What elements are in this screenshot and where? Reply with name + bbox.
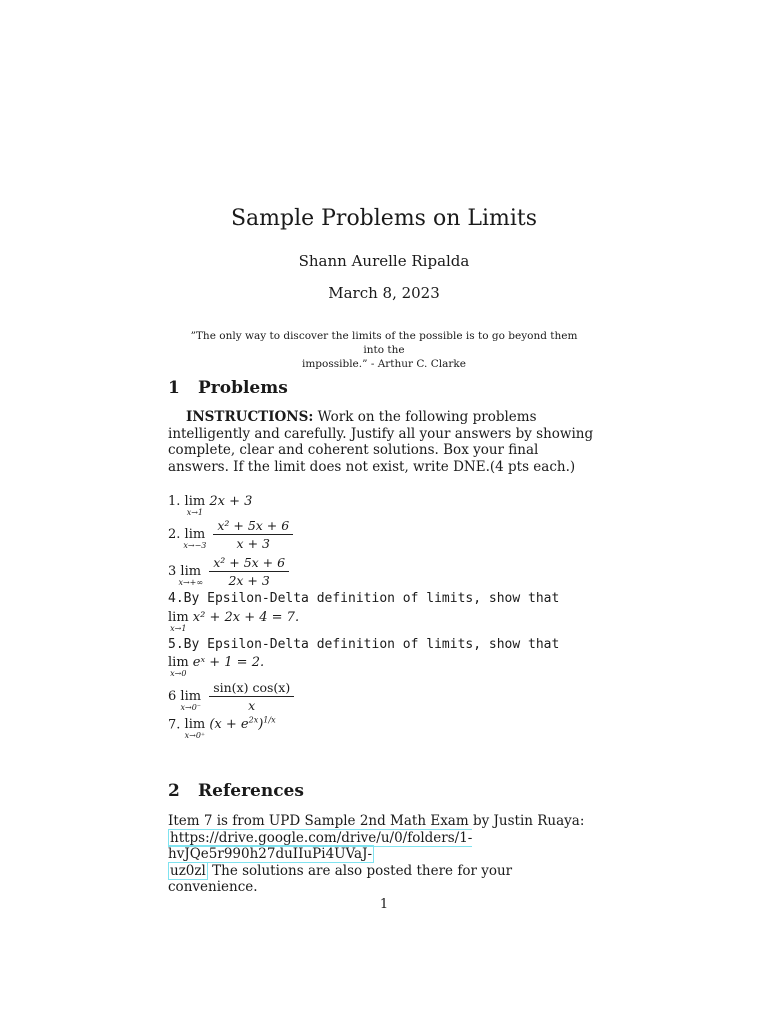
limit-operator: lim x→−3: [183, 527, 207, 550]
document-title: Sample Problems on Limits: [230, 206, 538, 231]
problem-label: 7.: [168, 717, 181, 733]
problem-3: [168, 555, 289, 588]
reference-note: The solutions are also posted there for your convenience.: [168, 862, 513, 895]
drive-link-continued[interactable]: uz0zl: [170, 862, 206, 879]
section-title: References: [198, 781, 304, 801]
references-paragraph: [168, 813, 600, 896]
limit-operator: lim x→0⁺: [184, 717, 206, 741]
problem-label: 2.: [168, 527, 181, 542]
author-name: Shann Aurelle Ripalda: [298, 252, 470, 270]
limit-operator: lim x→1: [168, 610, 189, 633]
limit-expression: 2x + 3: [209, 494, 253, 509]
problem-label: 3: [168, 564, 177, 579]
limit-operator: lim x→0: [168, 655, 189, 678]
reference-line: Item 7 is from UPD Sample 2nd Math Exam by Justin Ruaya:: [168, 813, 585, 829]
problem-5-intro: 5.By Epsilon-Delta definition of limits, show that: [168, 637, 560, 652]
instructions-paragraph: [168, 409, 600, 475]
problem-1: [168, 494, 253, 517]
limit-operator: lim x→1: [184, 494, 206, 517]
page-number: 1: [379, 897, 389, 912]
problem-label: 6: [168, 689, 177, 704]
section-heading-problems: [168, 378, 288, 398]
section-heading-references: [168, 781, 304, 801]
document-date: March 8, 2023: [328, 284, 440, 302]
section-number: 1: [168, 378, 180, 398]
drive-link[interactable]: https://drive.google.com/drive/u/0/folders/1-hvJQe5r990h27duIIuPi4UVaJ-: [168, 829, 473, 862]
section-title: Problems: [198, 378, 288, 398]
epigraph-quote: [190, 329, 578, 371]
limit-operator: lim x→+∞: [178, 564, 204, 587]
quote-line-2: impossible.” - Arthur C. Clarke: [301, 358, 466, 370]
fraction: $\frac{\sin(x) \cos(x)}{x}$: [209, 680, 294, 713]
limit-expression: x² + 2x + 4 = 7.: [192, 610, 300, 625]
limit-expression: eˣ + 1 = 2.: [192, 655, 265, 670]
section-number: 2: [168, 781, 180, 801]
instructions-text: Work on the following problems intelligently and carefully. Justify all your answers by showing complete, clear and coherent solutions. Box your final answers. If the limit does not exist, write DNE.(4 pts each.): [168, 409, 594, 475]
quote-line-1: ”The only way to discover the limits of the possible is to go beyond them into the: [190, 330, 578, 356]
fraction: $\frac{\text{x² + 5x + 6}}{x + 3}$: [213, 518, 293, 551]
problem-6: [168, 680, 294, 713]
fraction: $\frac{\text{x² + 5x + 6}}{2x + 3}$: [209, 555, 289, 588]
limit-expression: $(x + e^{2x})^{1/x}$: [209, 716, 276, 733]
limit-operator: lim x→0⁻: [180, 689, 202, 712]
problem-4: [168, 610, 300, 633]
problem-label: 1.: [168, 494, 181, 509]
problem-7: [168, 716, 276, 741]
instructions-label: INSTRUCTIONS:: [186, 409, 314, 425]
problem-5: [168, 655, 265, 678]
problem-4-intro: 4.By Epsilon-Delta definition of limits, show that: [168, 591, 560, 606]
problem-2: [168, 518, 293, 551]
